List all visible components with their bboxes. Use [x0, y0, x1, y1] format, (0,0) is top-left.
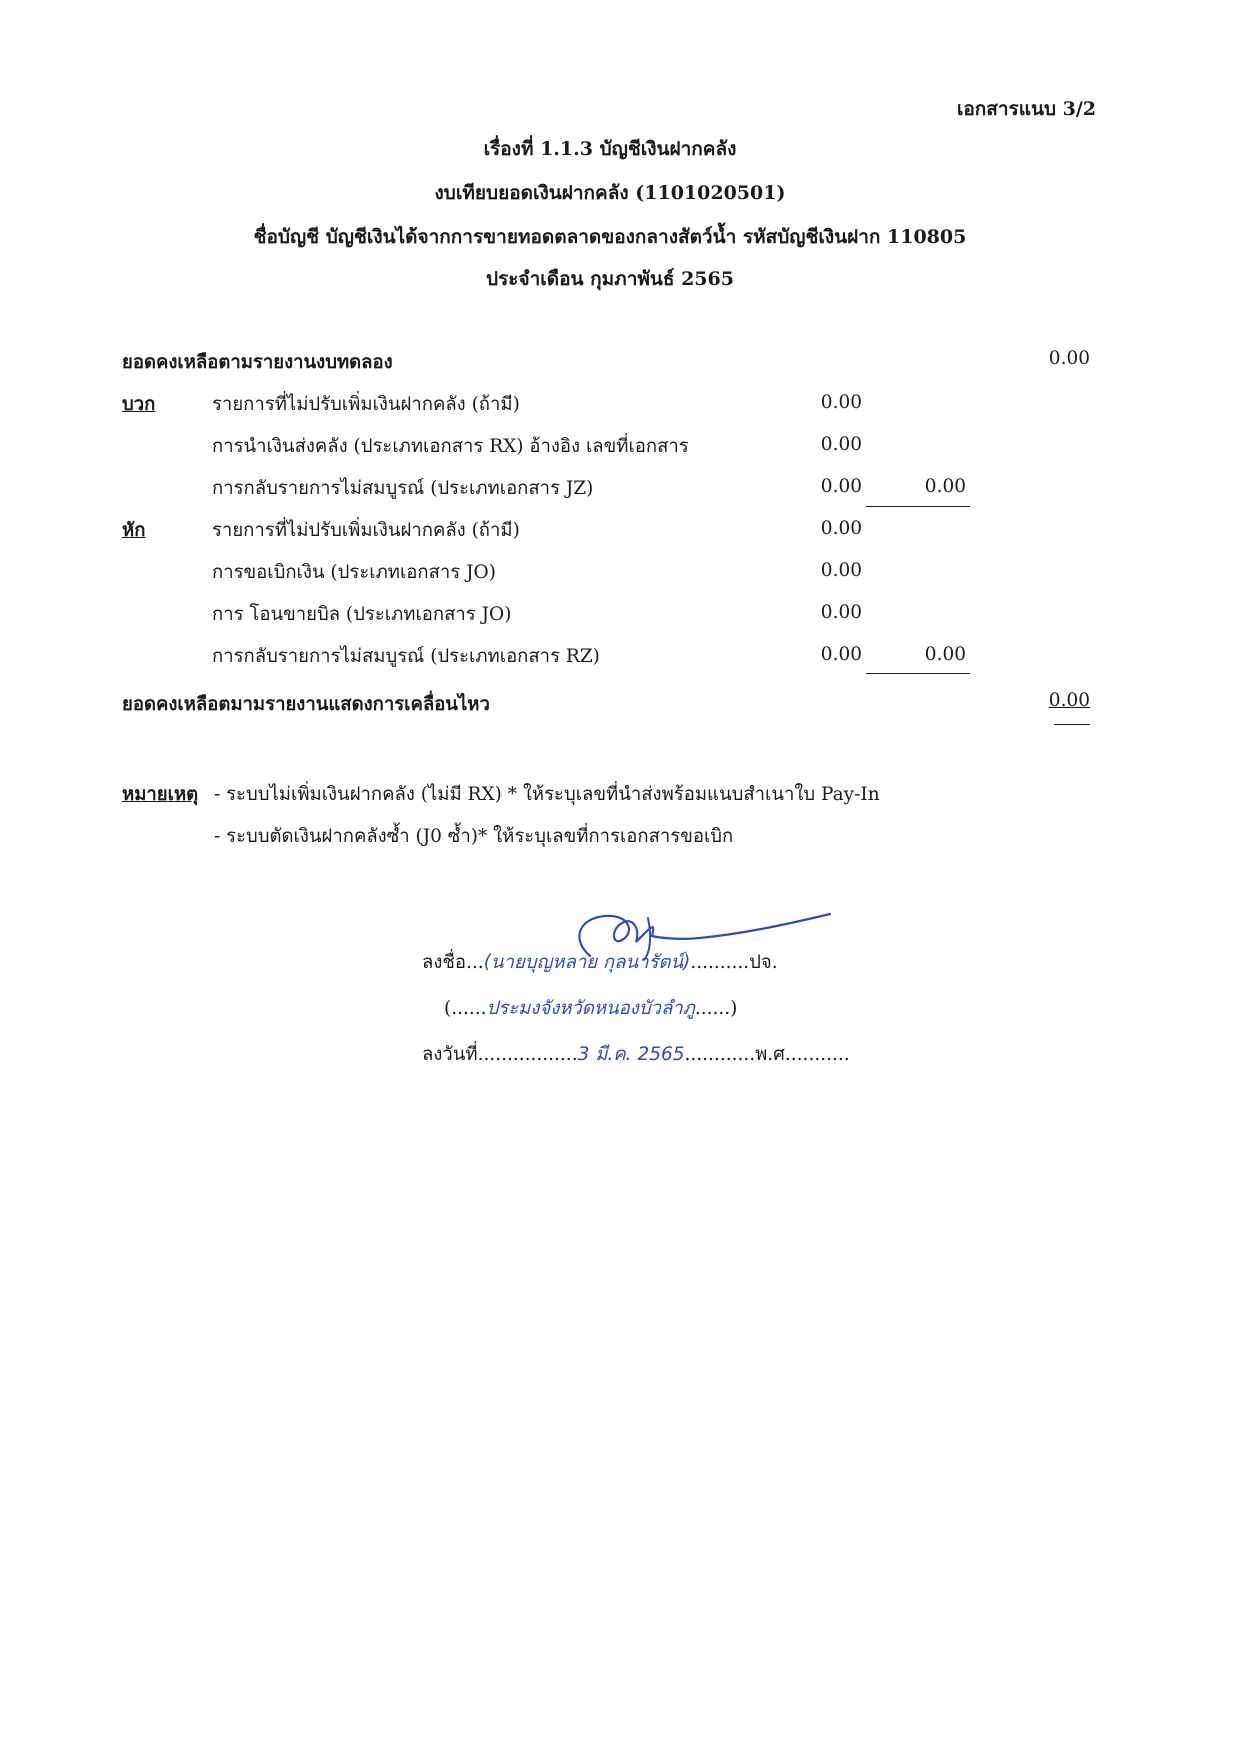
title-period: ประจำเดือน กุมภาพันธ์ 2565 — [486, 268, 734, 290]
title-account: ชื่อบัญชี บัญชีเงินได้จากการขายทอดตลาดของกลางสัตว์น้ำ รหัสบัญชีเงินฝาก 110805 — [253, 226, 967, 248]
less-item-text: การกลับรายการไม่สมบูรณ์ (ประเภทเอกสาร RZ) — [212, 646, 600, 667]
attachment-label: เอกสารแนบ 3/2 — [956, 98, 1096, 120]
position-open: (...... — [444, 998, 487, 1019]
less-label: หัก — [122, 520, 146, 541]
sign-suffix: ..........ปจ. — [690, 952, 778, 973]
less-item-text: รายการที่ไม่ปรับเพิ่มเงินฝากคลัง (ถ้ามี) — [212, 520, 520, 541]
position-close: ......) — [694, 998, 738, 1019]
add-item-text: รายการที่ไม่ปรับเพิ่มเงินฝากคลัง (ถ้ามี) — [212, 394, 520, 415]
signed-date: 3 มี.ค. 2565 — [577, 1044, 685, 1065]
add-subtotal-rule — [866, 506, 970, 507]
less-subtotal-rule — [866, 673, 970, 674]
add-item-text: การกลับรายการไม่สมบูรณ์ (ประเภทเอกสาร JZ) — [212, 478, 594, 499]
note-line-1: - ระบบไม่เพิ่มเงินฝากคลัง (ไม่มี RX) * ให้ระบุเลขที่นำส่งพร้อมแนบสำเนาใบ Pay-In — [214, 784, 880, 805]
title-statement: งบเทียบยอดเงินฝากคลัง (1101020501) — [434, 182, 786, 204]
add-item-amount: 0.00 — [820, 392, 862, 413]
signatory-position: ประมงจังหวัดหนองบัวลำภู — [486, 998, 695, 1019]
less-item-amount: 0.00 — [820, 602, 862, 623]
date-suffix: ............พ.ศ........... — [684, 1044, 850, 1065]
add-item-text: การนำเงินส่งคลัง (ประเภทเอกสาร RX) อ้างอิง เลขที่เอกสาร — [212, 436, 689, 457]
date-prefix: ลงวันที่................. — [422, 1044, 578, 1065]
title-subject: เรื่องที่ 1.1.3 บัญชีเงินฝากคลัง — [483, 138, 737, 160]
closing-double-rule — [1054, 724, 1090, 725]
note-line-2: - ระบบตัดเงินฝากคลังซ้ำ (J0 ซ้ำ)* ให้ระบุเลขที่การเอกสารขอเบิก — [214, 826, 734, 847]
position-line — [444, 994, 737, 1023]
add-item-amount: 0.00 — [820, 434, 862, 455]
less-item-amount: 0.00 — [820, 518, 862, 539]
signatory-name: (นายบุญหลาย กุลนารัตน์) — [483, 952, 691, 973]
closing-label: ยอดคงเหลือตมามรายงานแสดงการเคลื่อนไหว — [122, 694, 490, 715]
less-item-text: การขอเบิกเงิน (ประเภทเอกสาร JO) — [212, 562, 496, 583]
signature-line — [422, 948, 778, 977]
less-subtotal: 0.00 — [924, 644, 966, 665]
date-line — [422, 1040, 850, 1069]
sign-prefix: ลงชื่อ... — [422, 952, 484, 973]
add-label: บวก — [122, 394, 156, 415]
closing-amount: 0.00 — [1048, 690, 1090, 711]
add-item-amount: 0.00 — [820, 476, 862, 497]
add-subtotal: 0.00 — [924, 476, 966, 497]
less-item-amount: 0.00 — [820, 560, 862, 581]
less-item-amount: 0.00 — [820, 644, 862, 665]
less-item-text: การ โอนขายบิล (ประเภทเอกสาร JO) — [212, 604, 512, 625]
notes-label: หมายเหตุ — [122, 784, 199, 805]
opening-label: ยอดคงเหลือตามรายงานงบทดลอง — [122, 352, 393, 373]
opening-amount: 0.00 — [1048, 348, 1090, 369]
